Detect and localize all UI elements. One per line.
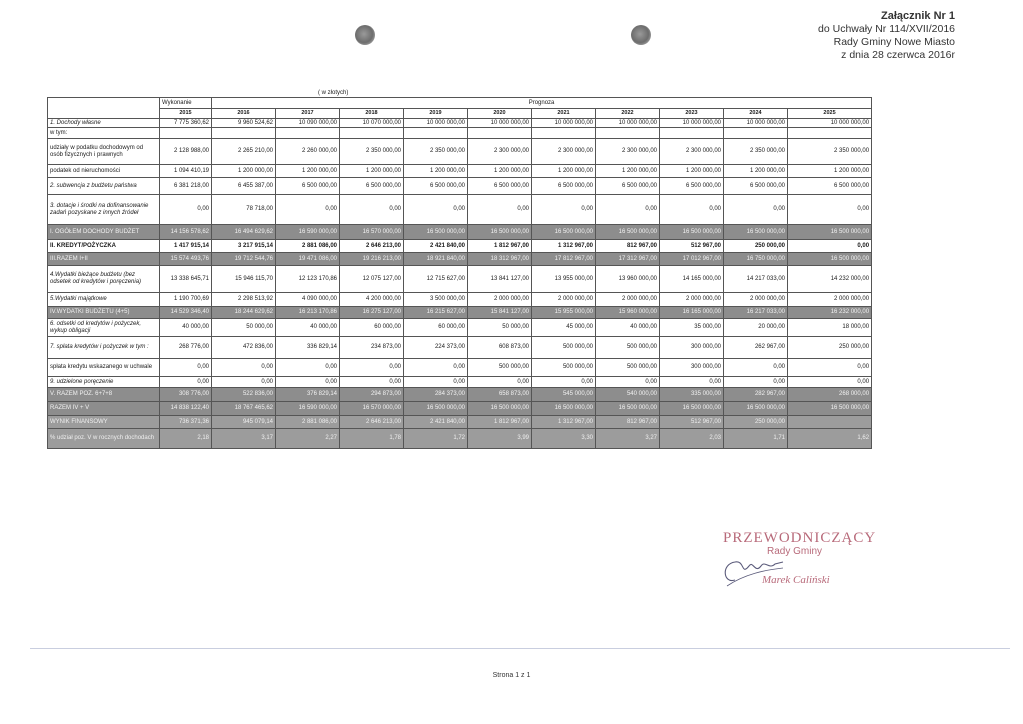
value-cell: 10 000 000,00 [532,119,596,128]
value-cell: 16 500 000,00 [596,402,660,416]
page-footer: Strona 1 z 1 [492,672,531,679]
value-cell [724,128,788,139]
value-cell [660,128,724,139]
row-label: 6. odsetki od kredytów i pożyczek, wykup obligacji [48,319,160,337]
value-cell: 6 500 000,00 [596,178,660,195]
value-cell: 3 217 915,14 [212,240,276,253]
value-cell: 16 500 000,00 [724,225,788,240]
value-cell: 1 200 000,00 [276,165,340,178]
value-cell: 13 841 127,00 [468,266,532,293]
value-cell: 50 000,00 [468,319,532,337]
row-label: 2. subwencja z budżetu państwa [48,178,160,195]
value-cell: 0,00 [788,377,872,388]
year-header-row [48,109,872,119]
value-cell: 2 881 086,00 [276,416,340,429]
value-cell: 18 244 629,62 [212,307,276,319]
value-cell: 16 500 000,00 [468,402,532,416]
table-row [48,165,872,178]
value-cell: 0,00 [276,359,340,377]
value-cell: 6 500 000,00 [660,178,724,195]
value-cell: 16 590 000,00 [276,402,340,416]
value-cell: 0,00 [212,377,276,388]
value-cell: 16 500 000,00 [468,225,532,240]
signature-scribble [705,544,785,594]
value-cell: 300 000,00 [660,337,724,359]
value-cell: 2 265 210,00 [212,139,276,165]
value-cell: 16 500 000,00 [788,225,872,240]
value-cell: 0,00 [160,359,212,377]
value-cell: 3,17 [212,429,276,449]
value-cell: 2 128 988,00 [160,139,212,165]
value-cell: 35 000,00 [660,319,724,337]
value-cell: 1 094 410,19 [160,165,212,178]
value-cell: 3,27 [596,429,660,449]
year-header: 2025 [788,109,872,119]
punch-hole-right [631,25,651,45]
attachment-number: Załącznik Nr 1 [881,10,955,22]
table-row [48,293,872,307]
value-cell: 14 529 346,40 [160,307,212,319]
value-cell: 10 090 000,00 [276,119,340,128]
value-cell: 540 000,00 [596,388,660,402]
value-cell: 12 123 170,86 [276,266,340,293]
value-cell: 60 000,00 [404,319,468,337]
empty-corner-cell [48,98,160,109]
row-label: 9. udzielone poręczenie [48,377,160,388]
table-row [48,307,872,319]
value-cell: 16 500 000,00 [404,402,468,416]
value-cell: 308 776,00 [160,388,212,402]
value-cell: 1 417 915,14 [160,240,212,253]
value-cell: 6 500 000,00 [340,178,404,195]
value-cell: 736 371,36 [160,416,212,429]
value-cell: 14 156 578,62 [160,225,212,240]
value-cell: 4 090 000,00 [276,293,340,307]
value-cell: 3,99 [468,429,532,449]
value-cell: 45 000,00 [532,319,596,337]
value-cell: 40 000,00 [160,319,212,337]
value-cell: 10 000 000,00 [596,119,660,128]
value-cell: 16 275 127,00 [340,307,404,319]
value-cell: 262 967,00 [724,337,788,359]
value-cell: 6 500 000,00 [724,178,788,195]
value-cell: 0,00 [340,195,404,225]
year-header: 2016 [212,109,276,119]
value-cell: 0,00 [532,377,596,388]
value-cell: 0,00 [340,359,404,377]
table-row [48,128,872,139]
value-cell: 1 200 000,00 [532,165,596,178]
value-cell: 512 967,00 [660,240,724,253]
year-header: 2019 [404,109,468,119]
stamp-signatory: Marek Caliński [762,574,830,586]
punch-hole-left [355,25,375,45]
value-cell: 18 921 840,00 [404,253,468,266]
year-header: 2023 [660,109,724,119]
year-header: 2017 [276,109,340,119]
row-label: 1. Dochody własne [48,119,160,128]
value-cell: 224 373,00 [404,337,468,359]
value-cell: 16 500 000,00 [660,402,724,416]
financial-forecast-table [47,97,872,449]
table-row [48,178,872,195]
row-label: RAZEM IV + V [48,402,160,416]
value-cell: 14 165 000,00 [660,266,724,293]
value-cell: 500 000,00 [468,359,532,377]
value-cell: 0,00 [276,195,340,225]
value-cell: 10 070 000,00 [340,119,404,128]
value-cell [160,128,212,139]
value-cell: 50 000,00 [212,319,276,337]
table-row [48,337,872,359]
table-row [48,225,872,240]
value-cell: 14 232 000,00 [788,266,872,293]
value-cell: 10 000 000,00 [724,119,788,128]
value-cell: 60 000,00 [340,319,404,337]
table-row [48,195,872,225]
value-cell: 16 590 000,00 [276,225,340,240]
year-header: 2024 [724,109,788,119]
value-cell: 0,00 [660,377,724,388]
value-cell: 3,30 [532,429,596,449]
value-cell: 0,00 [160,195,212,225]
table-row [48,139,872,165]
row-label: III.RAZEM I+II [48,253,160,266]
value-cell: 14 838 122,40 [160,402,212,416]
value-cell: 1 200 000,00 [468,165,532,178]
value-cell: 2 000 000,00 [660,293,724,307]
value-cell: 500 000,00 [532,359,596,377]
value-cell: 16 213 170,86 [276,307,340,319]
value-cell: 4 200 000,00 [340,293,404,307]
value-cell: 0,00 [788,240,872,253]
value-cell: 0,00 [404,195,468,225]
value-cell: 294 873,00 [340,388,404,402]
value-cell: 2 298 513,92 [212,293,276,307]
value-cell [276,128,340,139]
value-cell [212,128,276,139]
value-cell: 500 000,00 [596,359,660,377]
value-cell: 13 960 000,00 [596,266,660,293]
value-cell: 0,00 [724,359,788,377]
value-cell: 1,72 [404,429,468,449]
value-cell: 18 000,00 [788,319,872,337]
value-cell: 12 715 627,00 [404,266,468,293]
table-row [48,240,872,253]
table-row [48,359,872,377]
table-body [48,119,872,449]
value-cell: 13 955 000,00 [532,266,596,293]
row-label: % udział poz. V w rocznych dochodach [48,429,160,449]
value-cell: 658 873,00 [468,388,532,402]
value-cell: 19 471 086,00 [276,253,340,266]
value-cell: 1 200 000,00 [340,165,404,178]
value-cell: 1,62 [788,429,872,449]
value-cell: 1 312 967,00 [532,240,596,253]
value-cell: 2 260 000,00 [276,139,340,165]
value-cell: 522 836,00 [212,388,276,402]
value-cell: 9 960 524,62 [212,119,276,128]
resolution-date: z dnia 28 czerwca 2016r [841,49,955,61]
value-cell: 945 079,14 [212,416,276,429]
year-header: 2018 [340,109,404,119]
value-cell: 15 960 000,00 [596,307,660,319]
value-cell: 2 300 000,00 [660,139,724,165]
table-row [48,388,872,402]
value-cell: 14 217 033,00 [724,266,788,293]
value-cell: 500 000,00 [596,337,660,359]
row-label: V. RAZEM POZ. 6+7+8 [48,388,160,402]
value-cell: 2 646 213,00 [340,240,404,253]
value-cell: 16 570 000,00 [340,225,404,240]
value-cell: 16 215 627,00 [404,307,468,319]
value-cell [532,128,596,139]
value-cell: 0,00 [160,377,212,388]
value-cell: 0,00 [404,359,468,377]
value-cell: 2 000 000,00 [596,293,660,307]
page-divider [30,648,1010,649]
value-cell: 6 500 000,00 [404,178,468,195]
value-cell: 812 967,00 [596,416,660,429]
year-header: 2022 [596,109,660,119]
value-cell: 2 881 086,00 [276,240,340,253]
value-cell: 18 312 967,00 [468,253,532,266]
value-cell: 6 381 218,00 [160,178,212,195]
group-header-row [48,98,872,109]
value-cell: 1 200 000,00 [212,165,276,178]
row-label: w tym: [48,128,160,139]
value-cell: 10 000 000,00 [468,119,532,128]
value-cell: 1,78 [340,429,404,449]
value-cell: 12 075 127,00 [340,266,404,293]
table-row [48,429,872,449]
value-cell: 2 000 000,00 [468,293,532,307]
value-cell: 17 012 967,00 [660,253,724,266]
row-label: 4.Wydatki bieżące budżetu (bez odsetek od kredytów i poręczenia) [48,266,160,293]
value-cell: 500 000,00 [532,337,596,359]
value-cell: 0,00 [660,195,724,225]
value-cell: 16 570 000,00 [340,402,404,416]
value-cell: 300 000,00 [660,359,724,377]
value-cell: 78 718,00 [212,195,276,225]
value-cell: 16 500 000,00 [724,402,788,416]
value-cell: 17 812 967,00 [532,253,596,266]
value-cell: 1 190 700,69 [160,293,212,307]
value-cell: 16 500 000,00 [404,225,468,240]
row-label: 3. dotacje i środki na dofinansowanie zadań pozyskane z innych źródeł [48,195,160,225]
value-cell: 6 500 000,00 [788,178,872,195]
value-cell: 0,00 [788,359,872,377]
value-cell: 2,03 [660,429,724,449]
value-cell: 2 000 000,00 [724,293,788,307]
value-cell [404,128,468,139]
row-label: WYNIK FINANSOWY [48,416,160,429]
value-cell: 2 421 840,00 [404,240,468,253]
value-cell: 1 312 967,00 [532,416,596,429]
value-cell: 0,00 [468,377,532,388]
value-cell: 15 946 115,70 [212,266,276,293]
value-cell: 0,00 [404,377,468,388]
value-cell: 16 500 000,00 [596,225,660,240]
value-cell: 1 200 000,00 [724,165,788,178]
value-cell: 7 775 360,62 [160,119,212,128]
value-cell: 2 350 000,00 [340,139,404,165]
value-cell: 10 000 000,00 [404,119,468,128]
value-cell: 2 000 000,00 [532,293,596,307]
value-cell: 0,00 [596,377,660,388]
resolution-number: do Uchwały Nr 114/XVII/2016 [818,23,955,35]
value-cell: 0,00 [340,377,404,388]
row-label: II. KREDYT/POŻYCZKA [48,240,160,253]
value-cell [788,128,872,139]
year-header: 2020 [468,109,532,119]
row-label: 5.Wydatki majątkowe [48,293,160,307]
table-row [48,319,872,337]
value-cell: 17 312 967,00 [596,253,660,266]
value-cell: 284 373,00 [404,388,468,402]
value-cell: 16 494 629,62 [212,225,276,240]
value-cell: 1 200 000,00 [660,165,724,178]
stamp-title: PRZEWODNICZĄCY [723,530,877,546]
financial-forecast-sheet [47,97,871,449]
value-cell: 512 967,00 [660,416,724,429]
value-cell: 250 000,00 [724,416,788,429]
value-cell: 2 350 000,00 [404,139,468,165]
value-cell: 1 812 967,00 [468,416,532,429]
value-cell: 282 967,00 [724,388,788,402]
value-cell: 0,00 [276,377,340,388]
value-cell: 20 000,00 [724,319,788,337]
value-cell: 608 873,00 [468,337,532,359]
value-cell: 10 000 000,00 [660,119,724,128]
year-header: 2015 [160,109,212,119]
value-cell: 2 000 000,00 [788,293,872,307]
value-cell: 2 421 840,00 [404,416,468,429]
value-cell [788,416,872,429]
value-cell: 2,18 [160,429,212,449]
value-cell: 268 776,00 [160,337,212,359]
stamp-council: Rady Gminy [767,546,823,557]
value-cell: 1 200 000,00 [788,165,872,178]
value-cell: 6 500 000,00 [276,178,340,195]
value-cell: 0,00 [724,195,788,225]
value-cell: 16 232 000,00 [788,307,872,319]
value-cell [596,128,660,139]
value-cell: 1 200 000,00 [404,165,468,178]
value-cell: 0,00 [724,377,788,388]
value-cell: 0,00 [788,195,872,225]
year-header: 2021 [532,109,596,119]
table-row [48,266,872,293]
row-label: podatek od nieruchomości [48,165,160,178]
value-cell: 13 338 645,71 [160,266,212,293]
value-cell: 1 812 967,00 [468,240,532,253]
value-cell: 1 200 000,00 [596,165,660,178]
value-cell: 0,00 [212,359,276,377]
value-cell [468,128,532,139]
value-cell: 545 000,00 [532,388,596,402]
value-cell: 336 829,14 [276,337,340,359]
value-cell: 2,27 [276,429,340,449]
value-cell: 6 500 000,00 [468,178,532,195]
table-row [48,402,872,416]
value-cell: 376 829,14 [276,388,340,402]
value-cell: 16 500 000,00 [788,253,872,266]
value-cell: 19 712 544,76 [212,253,276,266]
table-row [48,253,872,266]
value-cell: 335 000,00 [660,388,724,402]
value-cell: 0,00 [532,195,596,225]
value-cell: 16 165 000,00 [660,307,724,319]
table-row [48,416,872,429]
value-cell: 16 750 000,00 [724,253,788,266]
row-label: 7. spłata kredytów i pożyczek w tym : [48,337,160,359]
value-cell: 250 000,00 [788,337,872,359]
unit-note: ( w złotych) [318,90,349,96]
value-cell: 2 646 213,00 [340,416,404,429]
chairman-stamp [705,530,875,600]
label-column-header [48,109,160,119]
value-cell: 6 455 387,00 [212,178,276,195]
value-cell: 40 000,00 [596,319,660,337]
value-cell: 16 500 000,00 [532,402,596,416]
value-cell: 16 500 000,00 [660,225,724,240]
value-cell: 2 300 000,00 [596,139,660,165]
value-cell: 0,00 [596,195,660,225]
table-row [48,119,872,128]
value-cell: 2 300 000,00 [468,139,532,165]
value-cell: 19 216 213,00 [340,253,404,266]
value-cell: 2 300 000,00 [532,139,596,165]
value-cell: 16 500 000,00 [532,225,596,240]
value-cell: 250 000,00 [724,240,788,253]
forecast-group-header: Prognoza [212,98,872,109]
row-label: I. OGÓŁEM DOCHODY BUDŻET [48,225,160,240]
value-cell [340,128,404,139]
row-label: spłata kredytu wskazanego w uchwale [48,359,160,377]
attachment-header [818,10,955,62]
value-cell: 0,00 [468,195,532,225]
value-cell: 15 574 493,76 [160,253,212,266]
value-cell: 16 217 033,00 [724,307,788,319]
value-cell: 6 500 000,00 [532,178,596,195]
row-label: udziały w podatku dochodowym od osób fizycznych i prawnych [48,139,160,165]
value-cell: 18 767 465,62 [212,402,276,416]
value-cell: 3 500 000,00 [404,293,468,307]
value-cell: 268 000,00 [788,388,872,402]
value-cell: 2 350 000,00 [788,139,872,165]
value-cell: 15 955 000,00 [532,307,596,319]
table-row [48,377,872,388]
value-cell: 812 967,00 [596,240,660,253]
actual-group-header: Wykonanie [160,98,212,109]
row-label: IV.WYDATKI BUDŻETU (4+5) [48,307,160,319]
value-cell: 234 873,00 [340,337,404,359]
value-cell: 2 350 000,00 [724,139,788,165]
value-cell: 16 500 000,00 [788,402,872,416]
value-cell: 10 000 000,00 [788,119,872,128]
value-cell: 1,71 [724,429,788,449]
value-cell: 40 000,00 [276,319,340,337]
value-cell: 15 841 127,00 [468,307,532,319]
council-name: Rady Gminy Nowe Miasto [833,36,955,48]
value-cell: 472 836,00 [212,337,276,359]
